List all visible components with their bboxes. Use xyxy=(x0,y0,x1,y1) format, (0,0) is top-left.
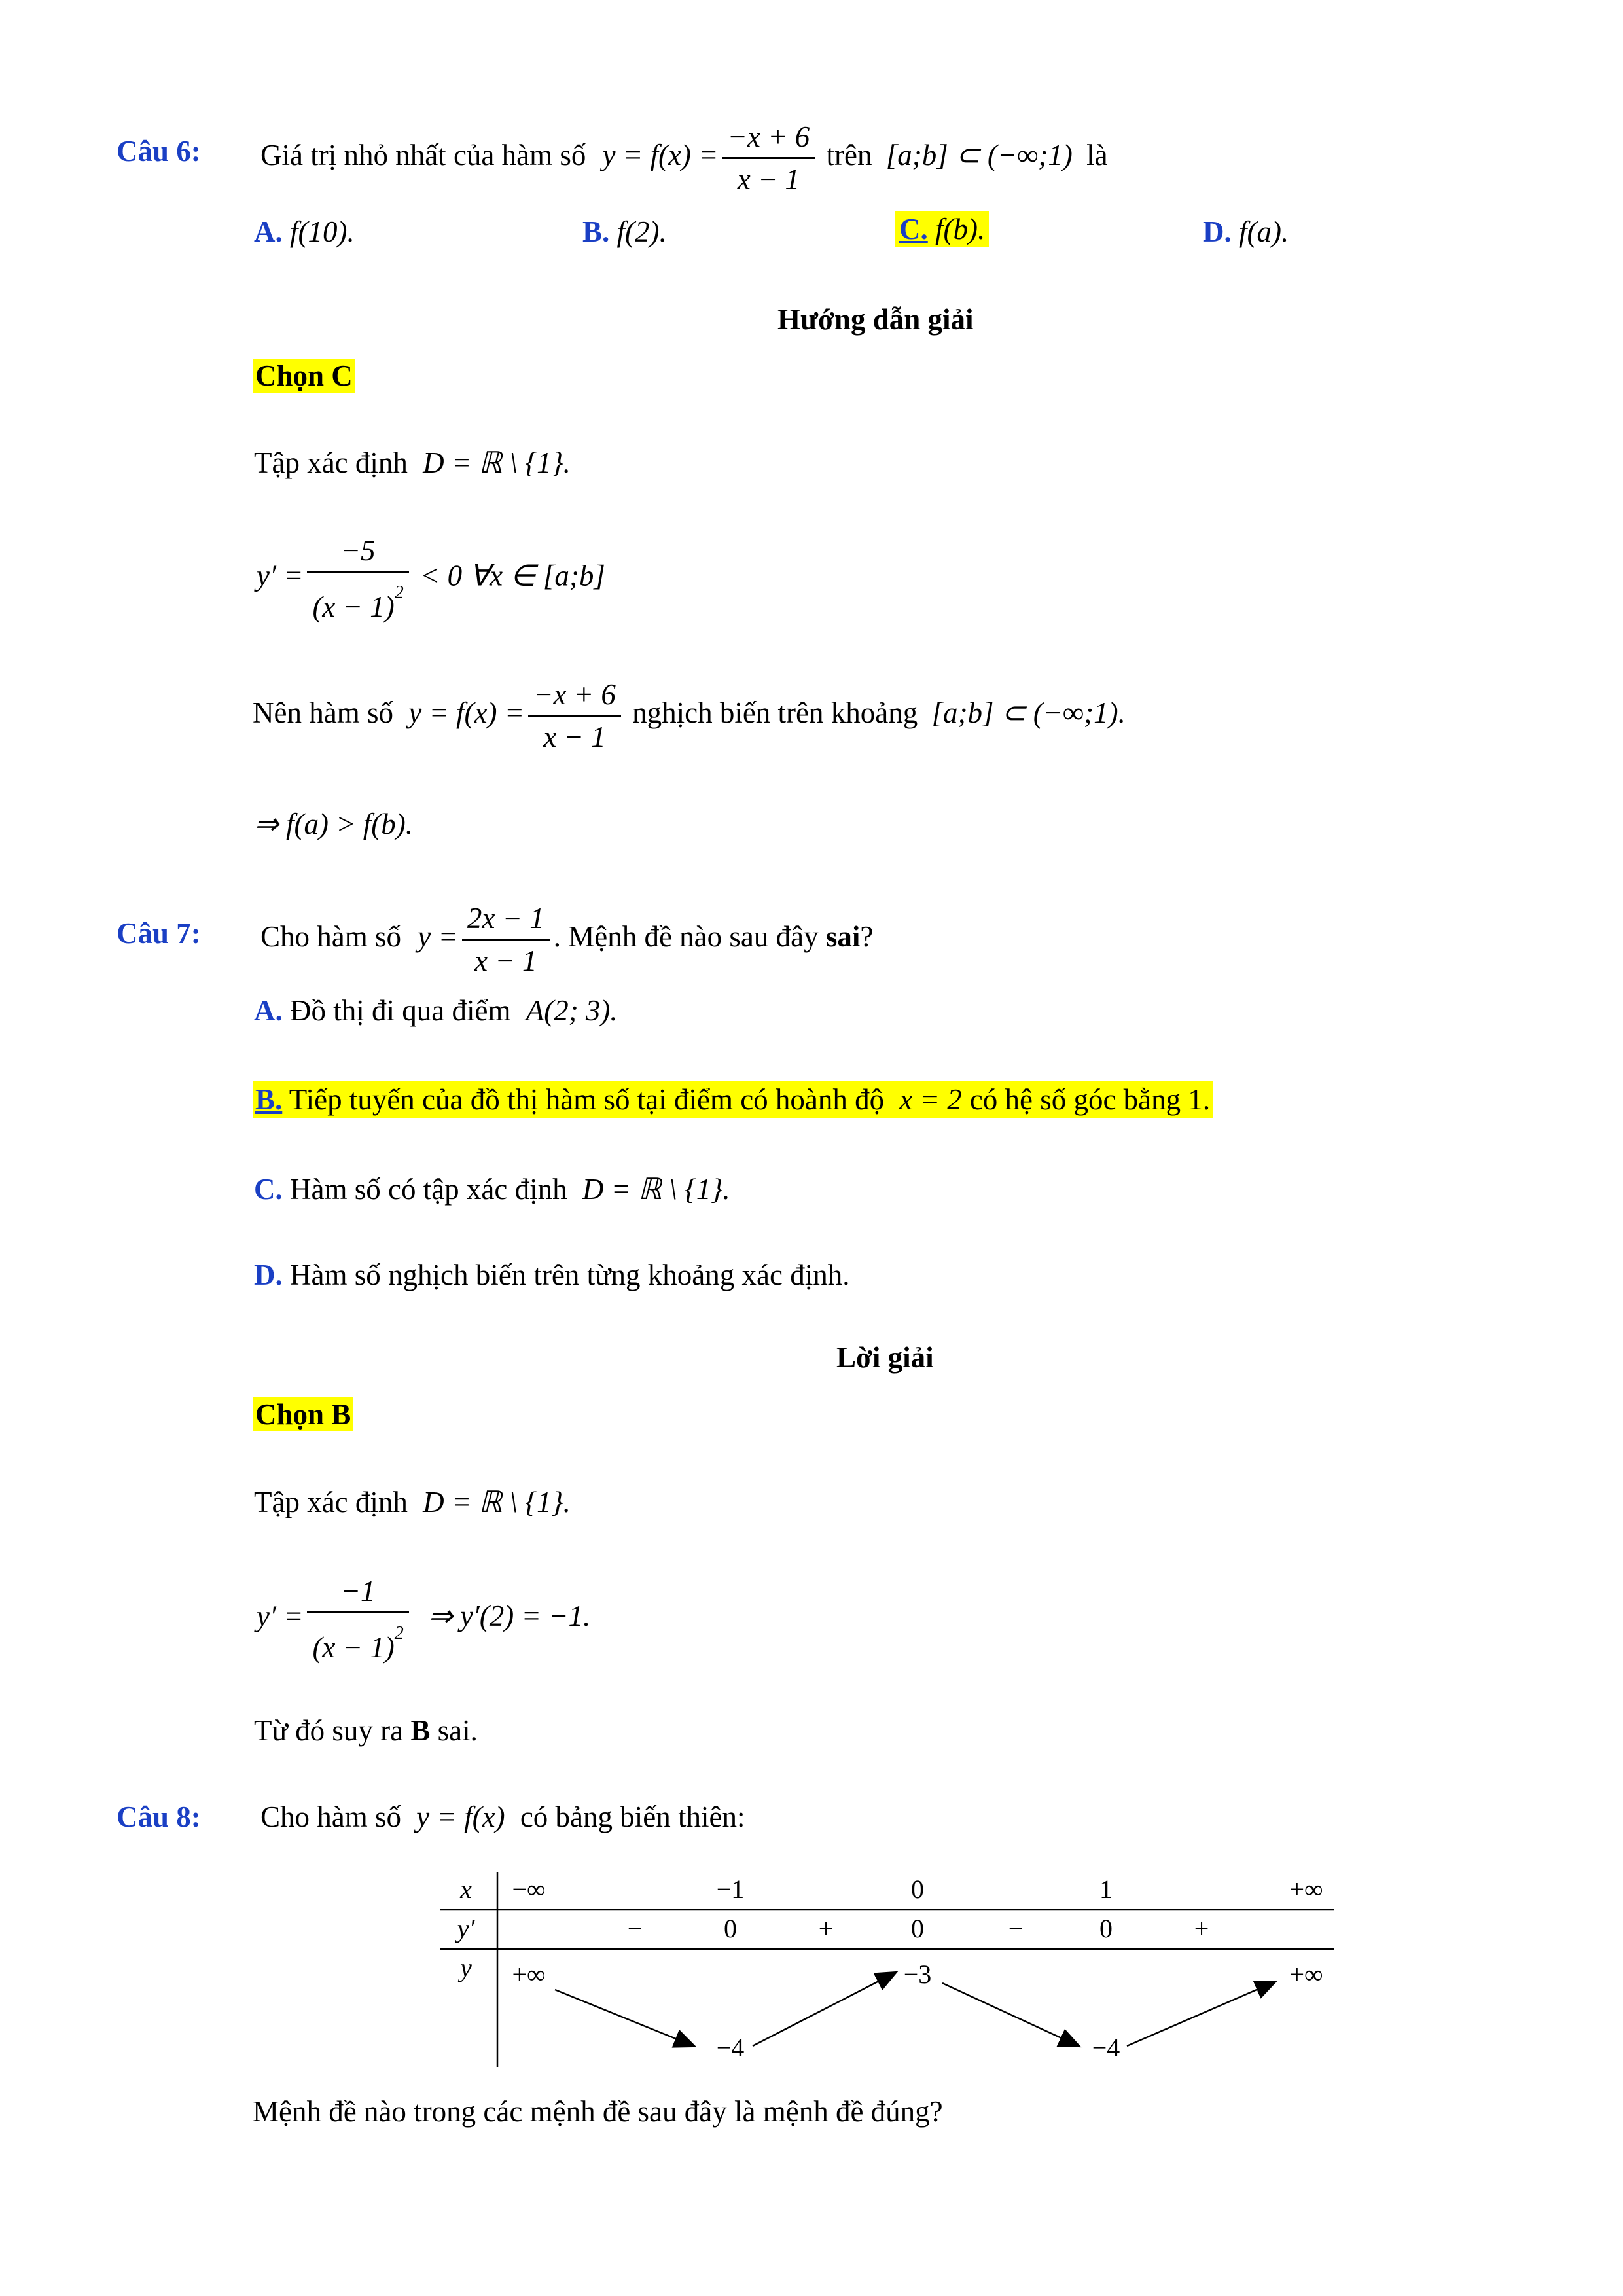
q6-option-a-text: f(10). xyxy=(290,215,355,248)
q6-option-c-label: C. xyxy=(899,213,928,245)
q8-stem-before: Cho hàm số xyxy=(260,1801,402,1833)
q6-label: Câu 6: xyxy=(116,135,201,168)
table-sign: 0 xyxy=(1099,1914,1113,1943)
q7-deriv-exp: 2 xyxy=(394,1623,404,1643)
table-y-value: +∞ xyxy=(1289,1960,1323,1989)
q7-frac-den: x − 1 xyxy=(474,944,537,977)
q7-stem-end: ? xyxy=(860,920,874,953)
q7-solution-heading: Lời giải xyxy=(836,1341,934,1374)
q7-label: Câu 7: xyxy=(116,917,201,950)
q7-option-c-label: C. xyxy=(254,1173,283,1206)
q7-frac-num: 2x − 1 xyxy=(462,898,550,941)
q7-option-b-label: B. xyxy=(255,1083,283,1116)
q6-conc-before: Nên hàm số xyxy=(253,696,393,729)
table-x-value: −1 xyxy=(716,1874,745,1904)
q7-option-c-text: Hàm số có tập xác định xyxy=(290,1173,567,1206)
q7-deriv-num: −1 xyxy=(307,1571,408,1613)
q7-stem-bold: sai xyxy=(825,920,861,953)
q7-domain-math: D = ℝ \ {1}. xyxy=(423,1486,571,1518)
q6-option-a-label: A. xyxy=(254,215,283,248)
q7-stem-after: . Mệnh đề nào sau đây xyxy=(553,920,819,953)
q6-interval: [a;b] ⊂ (−∞;1) xyxy=(885,138,1073,171)
q6-conc-func: y = f(x) = xyxy=(408,696,525,729)
q6-frac-den: x − 1 xyxy=(737,163,800,196)
q6-stem-after: là xyxy=(1086,138,1108,171)
table-x-value: 1 xyxy=(1099,1874,1113,1904)
q8-question: Mệnh đề nào trong các mệnh đề sau đây là mệnh đề đúng? xyxy=(253,2095,943,2128)
q6-option-d-text: f(a). xyxy=(1239,215,1289,248)
q7-deriv-den: (x − 1) xyxy=(312,1631,395,1664)
q7-deriv-rhs: ⇒ y′(2) = −1. xyxy=(428,1600,591,1633)
q7-domain-text: Tập xác định xyxy=(254,1486,408,1518)
q6-stem-before: Giá trị nhỏ nhất của hàm số xyxy=(260,138,586,171)
q6-answer-choice: Chọn C xyxy=(253,359,355,393)
q7-option-a-text: Đồ thị đi qua điểm xyxy=(290,994,511,1027)
table-y-value: −4 xyxy=(716,2033,745,2062)
q7-option-d-text: Hàm số nghịch biến trên từng khoảng xác định. xyxy=(290,1259,850,1291)
increasing-arrow xyxy=(753,1973,895,2046)
q7-option-b-math: x = 2 xyxy=(899,1083,962,1116)
q7-option-a-label: A. xyxy=(254,994,283,1027)
q6-solution-heading: Hướng dẫn giải xyxy=(777,303,974,336)
q6-deriv-lhs: y′ = xyxy=(257,559,304,592)
q7-func-lhs: y = xyxy=(418,920,458,953)
q6-conc-den: x − 1 xyxy=(543,721,606,753)
q7-conc-before: Từ đó suy ra xyxy=(254,1714,404,1747)
q6-stem-mid: trên xyxy=(826,138,872,171)
table-x-value: −∞ xyxy=(512,1874,546,1904)
decreasing-arrow xyxy=(942,1983,1079,2046)
table-sign: + xyxy=(1194,1914,1209,1943)
q6-option-b-label: B. xyxy=(582,215,610,248)
table-x-value: 0 xyxy=(911,1874,924,1904)
table-row-label-y: y xyxy=(460,1953,472,1982)
table-sign: + xyxy=(818,1914,834,1943)
q6-option-b-text: f(2). xyxy=(616,215,667,248)
table-y-value: +∞ xyxy=(512,1960,546,1989)
q6-conc-interval: [a;b] ⊂ (−∞;1). xyxy=(931,696,1126,729)
q6-implies-line: ⇒ f(a) > f(b). xyxy=(254,808,414,840)
q6-func-lhs: y = f(x) = xyxy=(602,138,719,171)
q7-option-b-text: Tiếp tuyến của đồ thị hàm số tại điểm có hoành độ xyxy=(289,1083,885,1116)
q6-frac-num: −x + 6 xyxy=(722,117,815,159)
q7-stem-before: Cho hàm số xyxy=(260,920,402,953)
q6-deriv-exp: 2 xyxy=(394,583,404,603)
q7-option-d-label: D. xyxy=(254,1259,283,1291)
q7-deriv-lhs: y′ = xyxy=(257,1600,304,1633)
q8-stem-after: có bảng biến thiên: xyxy=(520,1801,745,1833)
q7-conc-bold: B xyxy=(410,1714,431,1747)
q7-option-c-math: D = ℝ \ {1}. xyxy=(582,1173,730,1206)
decreasing-arrow xyxy=(555,1990,694,2046)
q6-option-d-label: D. xyxy=(1203,215,1232,248)
q7-option-b-end: có hệ số góc bằng 1. xyxy=(969,1083,1211,1116)
q6-deriv-num: −5 xyxy=(307,530,408,573)
q7-option-a-math: A(2; 3). xyxy=(526,994,618,1027)
table-sign: − xyxy=(627,1914,643,1943)
q6-option-c-text: f(b). xyxy=(935,213,986,245)
table-x-value: +∞ xyxy=(1289,1874,1323,1904)
q8-label: Câu 8: xyxy=(116,1801,201,1833)
q6-deriv-den: (x − 1) xyxy=(312,590,395,623)
q6-deriv-rhs: < 0 ∀x ∈ [a;b] xyxy=(420,559,605,592)
q7-answer-choice: Chọn B xyxy=(253,1397,353,1431)
table-y-value: −3 xyxy=(903,1960,932,1989)
table-y-value: −4 xyxy=(1092,2033,1120,2062)
q6-domain-math: D = ℝ \ {1}. xyxy=(423,446,571,479)
q8-func: y = f(x) xyxy=(416,1801,505,1833)
table-sign: − xyxy=(1008,1914,1024,1943)
increasing-arrow xyxy=(1127,1982,1275,2046)
table-row-label-yprime: y′ xyxy=(457,1914,475,1943)
q7-conc-after: sai. xyxy=(437,1714,478,1747)
table-sign: 0 xyxy=(724,1914,737,1943)
table-sign: 0 xyxy=(911,1914,924,1943)
q6-conc-mid: nghịch biến trên khoảng xyxy=(632,696,918,729)
q6-conc-num: −x + 6 xyxy=(528,674,621,717)
table-row-label-x: x xyxy=(460,1874,472,1904)
q6-domain-text: Tập xác định xyxy=(254,446,408,479)
